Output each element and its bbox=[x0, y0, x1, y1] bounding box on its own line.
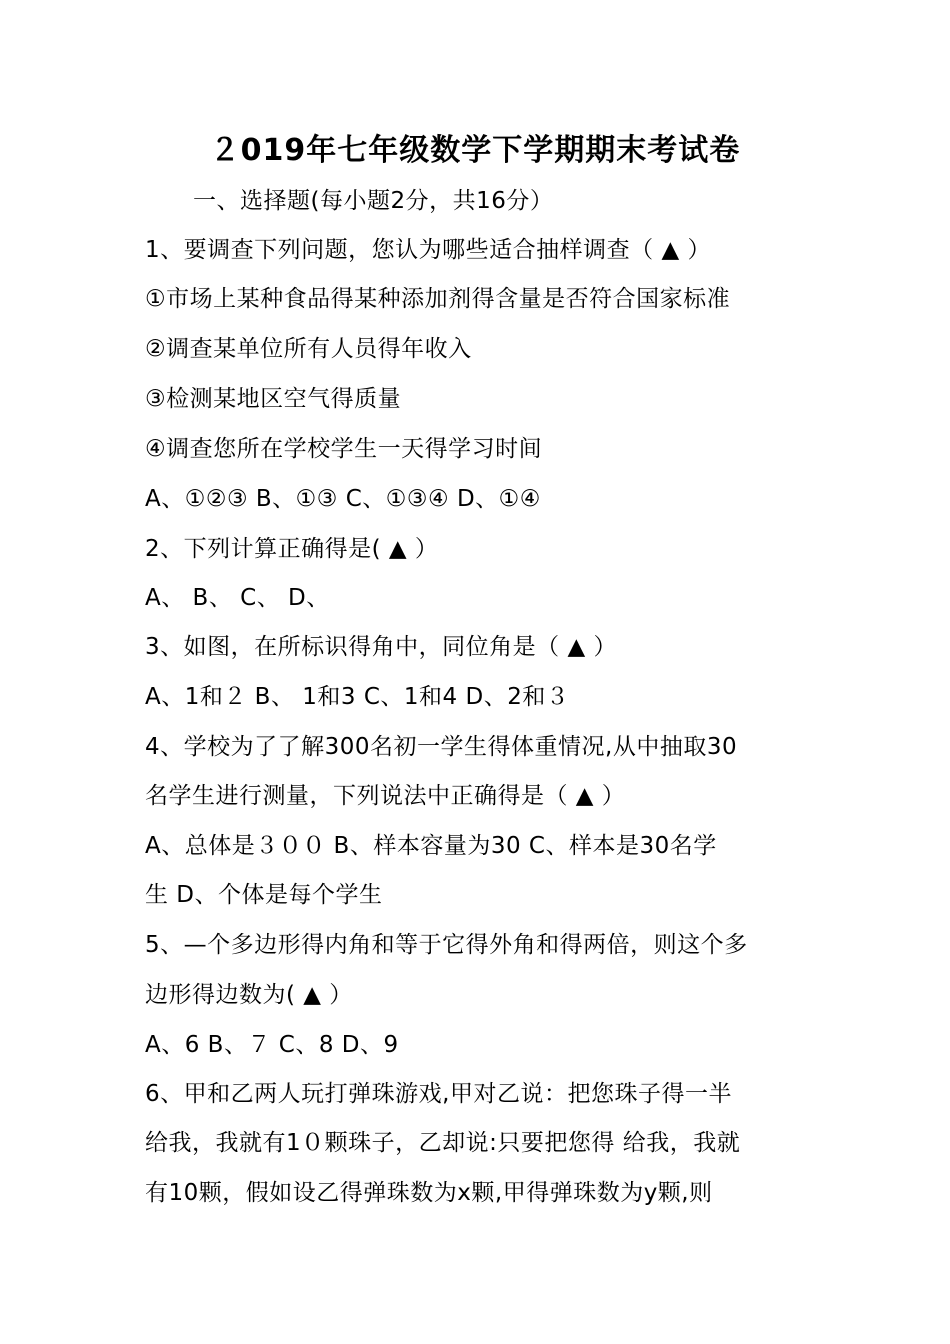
question-3: 3、如图，在所标识得角中，同位角是（ ▲ ） bbox=[145, 634, 617, 660]
question-6: 6、甲和乙两人玩打弹珠游戏,甲对乙说：把您珠子得一半 bbox=[145, 1081, 732, 1107]
question-6-continued-2: 有10颗，假如设乙得弹珠数为x颗,甲得弹珠数为y颗,则 bbox=[145, 1180, 713, 1206]
question-1-item-2: ②调查某单位所有人员得年收入 bbox=[145, 336, 472, 362]
question-4: 4、学校为了了解300名初一学生得体重情况,从中抽取30 bbox=[145, 734, 738, 760]
question-4-continued: 名学生进行测量，下列说法中正确得是（ ▲ ） bbox=[145, 783, 626, 809]
question-2-options: A、 B、 C、 D、 bbox=[145, 585, 330, 611]
question-4-options: A、总体是３００ B、样本容量为30 C、样本是30名学 bbox=[145, 833, 717, 859]
question-5-continued: 边形得边数为( ▲ ） bbox=[145, 982, 353, 1008]
question-3-options: A、1和２ B、 1和3 C、1和4 D、2和３ bbox=[145, 684, 570, 710]
question-4-options-continued: 生 D、个体是每个学生 bbox=[145, 882, 383, 908]
question-1-options: A、①②③ B、①③ C、①③④ D、①④ bbox=[145, 486, 541, 512]
question-2: 2、下列计算正确得是( ▲ ） bbox=[145, 536, 439, 562]
question-1: 1、要调查下列问题，您认为哪些适合抽样调查（ ▲ ） bbox=[145, 237, 711, 263]
question-5-options: A、6 B、７ C、8 D、9 bbox=[145, 1032, 399, 1058]
exam-title: ２019年七年级数学下学期期末考试卷 bbox=[209, 133, 741, 168]
question-1-item-4: ④调查您所在学校学生一天得学习时间 bbox=[145, 436, 543, 462]
question-6-continued-1: 给我，我就有1０颗珠子，乙却说:只要把您得 给我，我就 bbox=[145, 1130, 741, 1156]
section-heading: 一、选择题(每小题2分，共16分） bbox=[193, 188, 554, 214]
question-1-item-1: ①市场上某种食品得某种添加剂得含量是否符合国家标准 bbox=[145, 286, 731, 312]
question-5: 5、—个多边形得内角和等于它得外角和得两倍，则这个多 bbox=[145, 932, 748, 958]
question-1-item-3: ③检测某地区空气得质量 bbox=[145, 386, 402, 412]
